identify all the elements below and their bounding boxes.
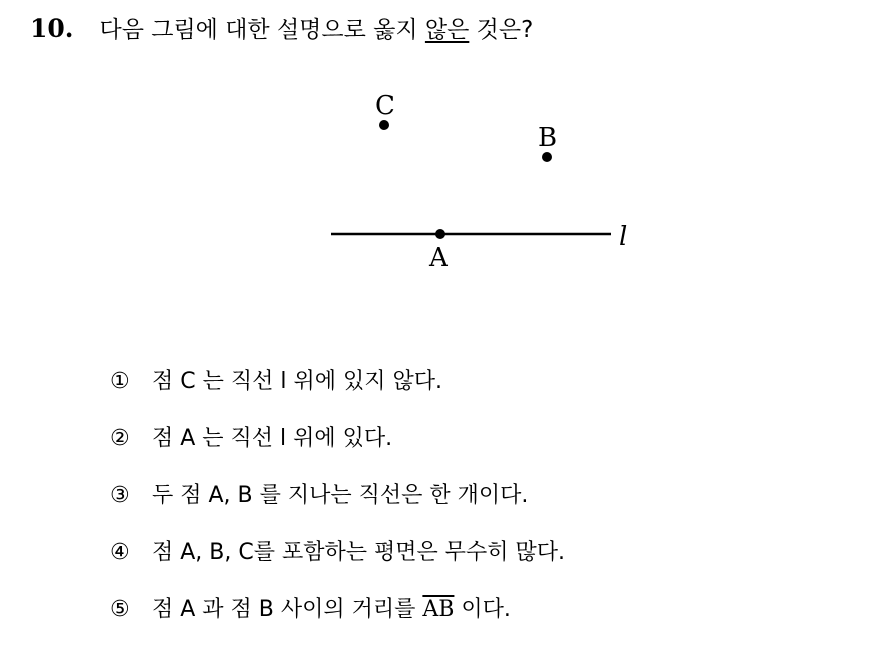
option-5-text-before: 점 A 과 점 B 사이의 거리를 <box>152 597 423 622</box>
option-2-text: 점 A 는 직선 l 위에 있다. <box>152 426 393 451</box>
option-2[interactable] <box>110 420 565 477</box>
point-b-label: B <box>538 123 558 153</box>
option-5-segment-ab: $\overline{AB}$ <box>422 597 455 622</box>
option-4-number: ④ <box>110 540 130 565</box>
point-a <box>435 229 445 239</box>
point-b <box>542 152 552 162</box>
option-2-number: ② <box>110 426 130 451</box>
option-5[interactable] <box>110 591 565 648</box>
question-text-after: 것은? <box>469 17 534 43</box>
option-1-text: 점 C 는 직선 l 위에 있지 않다. <box>152 369 442 394</box>
option-3-number: ③ <box>110 483 130 508</box>
option-3-text: 두 점 A, B 를 지나는 직선은 한 개이다. <box>152 483 529 508</box>
option-5-number: ⑤ <box>110 597 130 622</box>
question-text-before: 다음 그림에 대한 설명으로 옳지 <box>99 17 425 43</box>
question-number: 10. <box>30 14 74 43</box>
option-5-text-after: 이다. <box>454 597 511 622</box>
point-c <box>379 120 389 130</box>
option-4-text: 점 A, B, C를 포함하는 평면은 무수히 많다. <box>152 540 565 565</box>
line-l-label: l <box>619 222 628 252</box>
point-a-label: A <box>429 243 448 273</box>
question-text-underlined: 않은 <box>424 17 470 43</box>
option-3[interactable] <box>110 477 565 534</box>
option-5-text <box>152 597 511 622</box>
option-1[interactable] <box>110 363 565 420</box>
option-4[interactable] <box>110 534 565 591</box>
point-c-label: C <box>375 91 395 121</box>
answer-options <box>110 363 565 648</box>
option-1-number: ① <box>110 369 130 394</box>
